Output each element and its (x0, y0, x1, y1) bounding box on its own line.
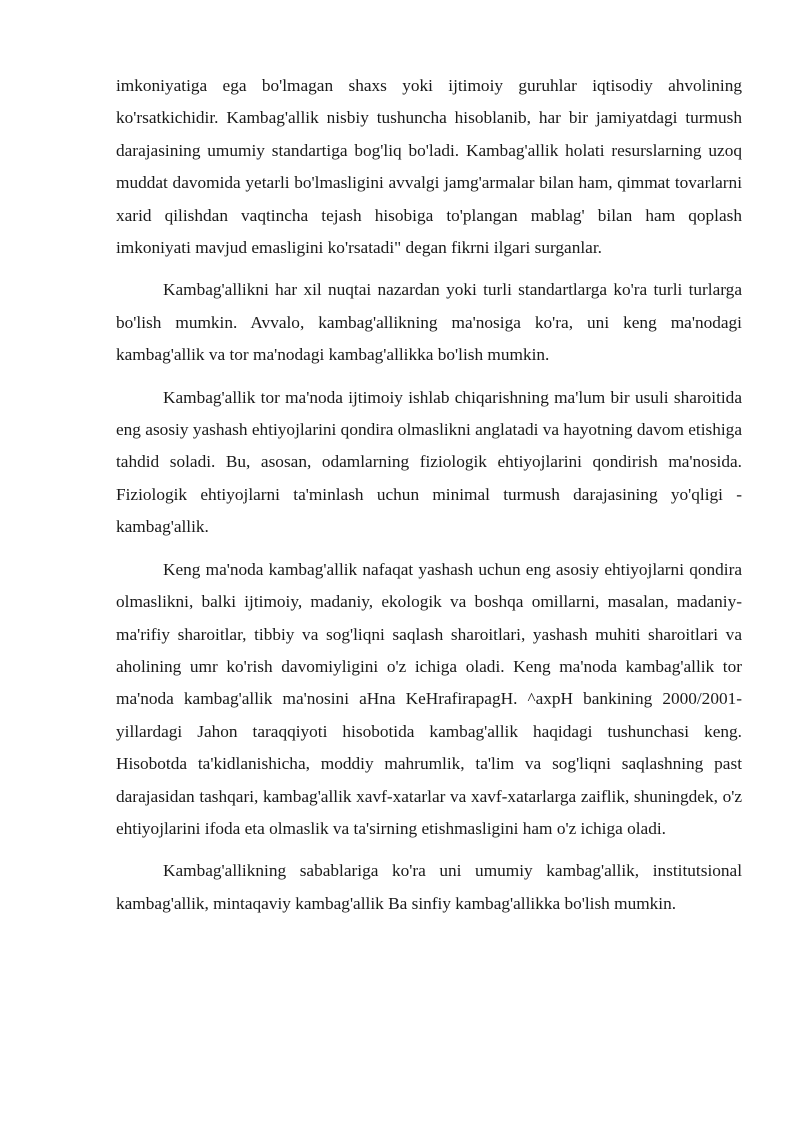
paragraph-narrow-poverty: Kambag'allik tor ma'noda ijtimoiy ishlab chiqarishning ma'lum bir usuli sharoitida eng asosiy yashash ehtiyojlarini qondira olmaslikni anglatadi va hayotning davom etishiga tahdid soladi. Bu, asosan, odamlarning fiziologik ehtiyojlarini qondirish ma'nosida. Fiziologik ehtiyojlarni ta'minlash uchun minimal turmush darajasining yo'qligi - kambag'allik. (116, 387, 742, 537)
paragraph-types-of-poverty: Kambag'allikni har xil nuqtai nazardan yoki turli standartlarga ko'ra turli turlarga bo'lish mumkin. Avvalo, kambag'allikning ma'nosiga ko'ra, uni keng ma'nodagi kambag'allik va tor ma'nodagi kambag'allikka bo'lish mumkin. (116, 280, 742, 365)
paragraph-broad-poverty: Keng ma'noda kambag'allik nafaqat yashash uchun eng asosiy ehtiyojlarni qondira olmaslikni, balki ijtimoiy, madaniy, ekologik va boshqa omillarni, masalan, madaniy-ma'rifiy sharoitlar, tibbiy va sog'liqni saqlash sharoitlari, yashash muhiti sharoitlari va aholining umr ko'rish davomiyligini o'z ichiga oladi. Keng ma'noda kambag'allik tor ma'noda kambag'allik ma'nosini aHna KeHrafirapagH. ^axpH bankining 2000/2001-yillardagi Jahon taraqqiyoti hisobotida kambag'allik haqidagi tushunchasi keng. Hisobotda ta'kidlanishicha, moddiy mahrumlik, ta'lim va sog'liqni saqlashning past darajasidan tashqari, kambag'allik xavf-xatarlar va xavf-xatarlarga zaiflik, shuningdek, o'z ehtiyojlarini ifoda eta olmaslik va ta'sirning etishmasligini ham o'z ichiga oladi. (116, 559, 742, 838)
paragraph-continuation: imkoniyatiga ega bo'lmagan shaxs yoki ijtimoiy guruhlar iqtisodiy ahvolining ko'rsatkichidir. Kambag'allik nisbiy tushuncha hisoblanib, har bir jamiyatdagi turmush darajasining umumiy standartiga bog'liq bo'ladi. Kambag'allik holati resurslarning uzoq muddat davomida yetarli bo'lmasligini avvalgi jamg'armalar bilan ham, qimmat tovarlarni xarid qilishdan vaqtincha tejash hisobiga to'plangan mablag' bilan ham qoplash imkoniyati mavjud emasligini ko'rsatadi" degan fikrni ilgari surganlar. (116, 76, 742, 258)
paragraph-causes-of-poverty: Kambag'allikning sabablariga ko'ra uni umumiy kambag'allik, institutsional kambag'allik, mintaqaviy kambag'allik Ba sinfiy kambag'allikka bo'lish mumkin. (116, 861, 742, 913)
document-body (116, 70, 742, 930)
